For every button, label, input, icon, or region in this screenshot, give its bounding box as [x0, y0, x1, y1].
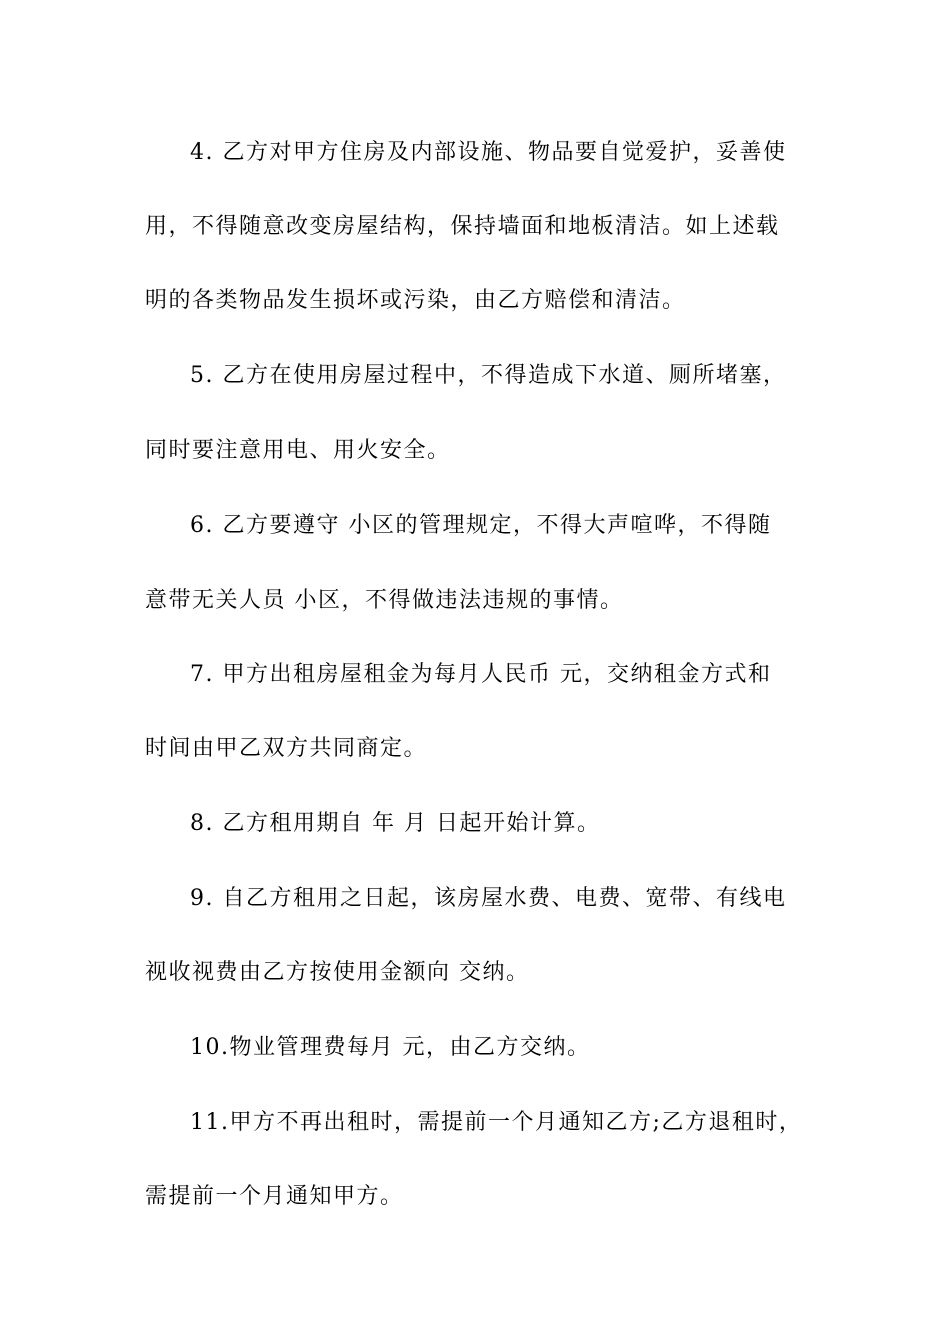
clause-4-line-3: 明的各类物品发生损坏或污染，由乙方赔偿和清洁。: [145, 288, 686, 313]
clause-10-line-1: 10.物业管理费每月 元，由乙方交纳。: [190, 1035, 591, 1060]
clause-4-line-2: 用，不得随意改变房屋结构，保持墙面和地板清洁。如上述载: [145, 214, 780, 239]
clause-6-line-2: 意带无关人员 小区，不得做违法违规的事情。: [145, 588, 624, 613]
clause-11-line-1: 11.甲方不再出租时，需提前一个月通知乙方;乙方退租时，: [190, 1110, 803, 1135]
clause-5-line-1: 5. 乙方在使用房屋过程中，不得造成下水道、厕所堵塞，: [190, 363, 787, 388]
clause-7-line-2: 时间由甲乙双方共同商定。: [145, 736, 428, 761]
clause-9-line-2: 视收视费由乙方按使用金额向 交纳。: [145, 960, 530, 985]
clause-7-line-1: 7. 甲方出租房屋租金为每月人民币 元，交纳租金方式和: [190, 662, 772, 687]
clause-8-line-1: 8. 乙方租用期自 年 月 日起开始计算。: [190, 811, 601, 836]
clause-9-line-1: 9. 自乙方租用之日起，该房屋水费、电费、宽带、有线电: [190, 886, 787, 911]
clause-5-line-2: 同时要注意用电、用火安全。: [145, 438, 451, 463]
clause-4-line-1: 4. 乙方对甲方住房及内部设施、物品要自觉爱护，妥善使: [190, 140, 787, 165]
clause-6-line-1: 6. 乙方要遵守 小区的管理规定，不得大声喧哗，不得随: [190, 513, 772, 538]
clause-11-line-2: 需提前一个月通知甲方。: [145, 1184, 404, 1209]
